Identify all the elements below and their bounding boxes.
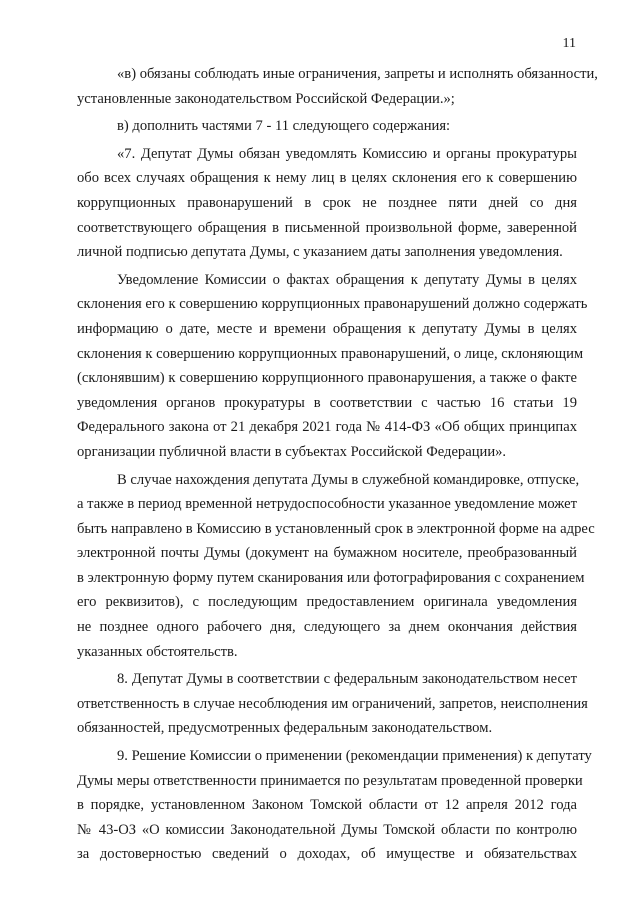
text-line: «в) обязаны соблюдать иные ограничения, запреты и исполнять обязанности, [117, 66, 598, 82]
text-line: склонения к совершению коррупционных правонарушений, о лице, склоняющим [77, 345, 584, 362]
text-line: информацию о дате, месте и времени обращения к депутату Думы в целях [77, 320, 577, 337]
page-number: 11 [562, 36, 576, 51]
text-line: в порядке, установленном Законом Томской области от 12 апреля 2012 года [77, 797, 577, 814]
text-line: уведомления органов прокуратуры в соответствии с частью 16 статьи 19 [77, 394, 577, 411]
paragraph [77, 62, 598, 111]
text-line: «7. Депутат Думы обязан уведомлять Комиссию и органы прокуратуры [117, 145, 577, 162]
text-line: организации публичной власти в субъектах Российской Федерации». [77, 443, 507, 460]
text-line: личной подписью депутата Думы, с указанием даты заполнения уведомления. [77, 244, 563, 261]
text-line: его реквизитов), с последующим предоставлением оригинала уведомления [77, 594, 577, 611]
paragraph [77, 142, 577, 265]
text-line: обязанностей, предусмотренных федеральным законодательством. [77, 720, 493, 737]
paragraph [77, 114, 577, 139]
text-line: соответствующего обращения в письменной произвольной форме, заверенной [77, 219, 577, 236]
text-line: указанных обстоятельств. [77, 643, 238, 660]
paragraph [77, 744, 592, 867]
text-line: № 43-ОЗ «О комиссии Законодательной Думы Томской области по контролю [77, 821, 577, 838]
text-line: за достоверностью сведений о доходах, об имуществе и обязательствах [77, 846, 577, 863]
paragraph [77, 268, 588, 465]
text-line: (склонявшим) к совершению коррупционного правонарушения, а также о факте [77, 370, 577, 387]
text-line: в) дополнить частями 7 - 11 следующего содержания: [117, 118, 451, 135]
document-body [77, 62, 598, 870]
text-line: Думы меры ответственности принимается по результатам проведенной проверки [77, 772, 583, 789]
text-line: коррупционных правонарушений в срок не позднее пяти дней со дня [77, 194, 577, 211]
text-line: ответственность в случае несоблюдения им ограничений, запретов, неисполнения [77, 695, 588, 712]
text-line: 9. Решение Комиссии о применении (рекомендации применения) к депутату [117, 748, 592, 765]
text-line: В случае нахождения депутата Думы в служебной командировке, отпуске, [117, 471, 580, 488]
text-line: склонения его к совершению коррупционных правонарушений должно содержать [77, 296, 588, 313]
text-line: установленные законодательством Российской Федерации.»; [77, 90, 455, 107]
paragraph [77, 667, 588, 741]
text-line: электронной почты Думы (документ на бумажном носителе, преобразованный [77, 545, 577, 562]
text-line: не позднее одного рабочего дня, следующего за днем окончания действия [77, 619, 577, 636]
text-line: в электронную форму путем сканирования или фотографирования с сохранением [77, 569, 585, 586]
text-line: 8. Депутат Думы в соответствии с федеральным законодательством несет [117, 671, 577, 688]
text-line: а также в период временной нетрудоспособности указанное уведомление может [77, 496, 577, 513]
text-line: Уведомление Комиссии о фактах обращения к депутату Думы в целях [117, 271, 577, 288]
text-line: обо всех случаях обращения к нему лиц в целях склонения его к совершению [77, 170, 577, 187]
paragraph [77, 468, 595, 665]
text-line: Федерального закона от 21 декабря 2021 года № 414-ФЗ «Об общих принципах [77, 419, 577, 436]
text-line: быть направлено в Комиссию в установленный срок в электронной форме на адрес [77, 520, 595, 537]
